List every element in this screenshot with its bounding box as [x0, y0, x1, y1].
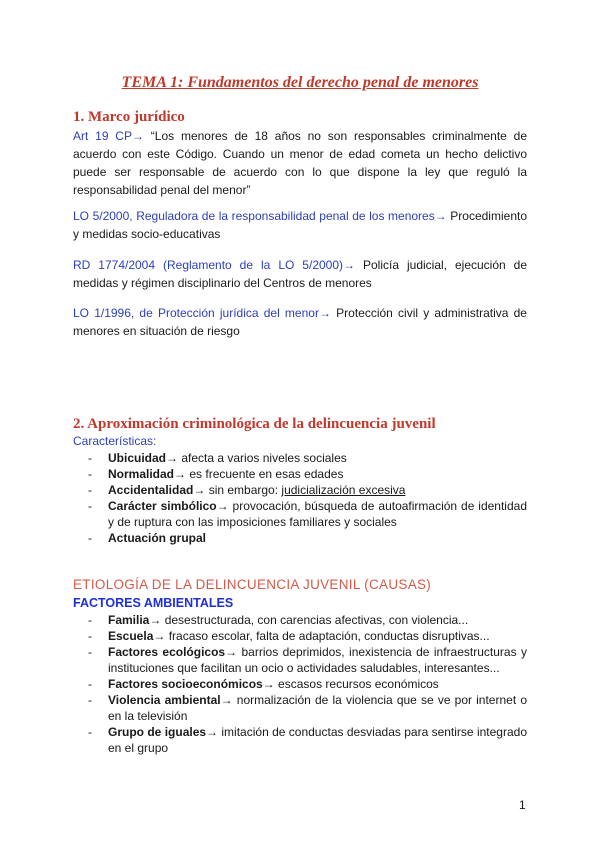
underlined-text: judicialización excesiva: [281, 483, 406, 497]
environmental-factors-list: [73, 612, 527, 756]
document-title: TEMA 1: Fundamentos del derecho penal de menores: [121, 74, 479, 91]
section-heading-marco-juridico: 1. Marco jurídico: [73, 109, 185, 125]
list-item: - Violencia ambiental→ normalización de la violencia que se ve por internet o en la televisión: [73, 692, 527, 724]
paragraph-lo-5-2000: [73, 207, 527, 243]
section-heading-etiologia: ETIOLOGÍA DE LA DELINCUENCIA JUVENIL (CAUSAS): [73, 577, 432, 592]
subheading-caracteristicas: Características:: [73, 434, 157, 448]
legal-reference: Art 19 CP→: [73, 129, 144, 143]
list-item: - Grupo de iguales→ imitación de conductas desviadas para sentirse integrado en el grupo: [73, 724, 527, 756]
paragraph-lo-1-1996: [73, 304, 527, 340]
list-item: - Ubicuidad→ afecta a varios niveles sociales: [73, 450, 527, 466]
paragraph-text: Procedimiento y medidas socio-educativas: [73, 209, 527, 241]
list-item: - Carácter simbólico→ provocación, búsqueda de autoafirmación de identidad y de ruptura con las imposiciones familiares y sociales: [73, 498, 527, 530]
list-item: - Normalidad→ es frecuente en esas edades: [73, 466, 527, 482]
paragraph-text: Protección civil y administrativa de menores en situación de riesgo: [73, 306, 527, 338]
section-heading-aproximacion: 2. Aproximación criminológica de la delincuencia juvenil: [73, 416, 436, 432]
paragraph-art19: [73, 127, 527, 199]
paragraph-rd-1774-2004: [73, 256, 527, 292]
paragraph-text: Policía judicial, ejecución de medidas y régimen disciplinario del Centros de menores: [73, 258, 528, 290]
page-number: 1: [519, 798, 526, 812]
legal-reference: RD 1774/2004 (Reglamento de la LO 5/2000)→: [73, 258, 356, 272]
list-item: - Escuela→ fracaso escolar, falta de adaptación, conductas disruptivas...: [73, 628, 527, 644]
legal-reference: LO 5/2000, Reguladora de la responsabilidad penal de los menores→: [73, 209, 447, 223]
list-item: - Factores ecológicos→ barrios deprimidos, inexistencia de infraestructuras y instituciones que facilitan un ocio o actividades saludables, interesantes...: [73, 644, 527, 676]
list-item: - Factores socioeconómicos→ escasos recursos económicos: [73, 676, 527, 692]
list-item: - Actuación grupal: [73, 530, 527, 546]
list-item: - Familia→ desestructurada, con carencias afectivas, con violencia...: [73, 612, 527, 628]
legal-reference: LO 1/1996, de Protección jurídica del menor→: [73, 306, 331, 320]
list-item: - Accidentalidad→ sin embargo: judicialización excesiva: [73, 482, 527, 498]
characteristics-list: [73, 450, 527, 546]
paragraph-text: “Los menores de 18 años no son responsables criminalmente de acuerdo con este Código. Cuando un menor de edad cometa un hecho delictivo puede ser responsable de acuerdo con lo que dispone la ley que reguló la responsabilidad penal del menor”: [73, 129, 527, 197]
subheading-factores-ambientales: FACTORES AMBIENTALES: [73, 596, 234, 610]
